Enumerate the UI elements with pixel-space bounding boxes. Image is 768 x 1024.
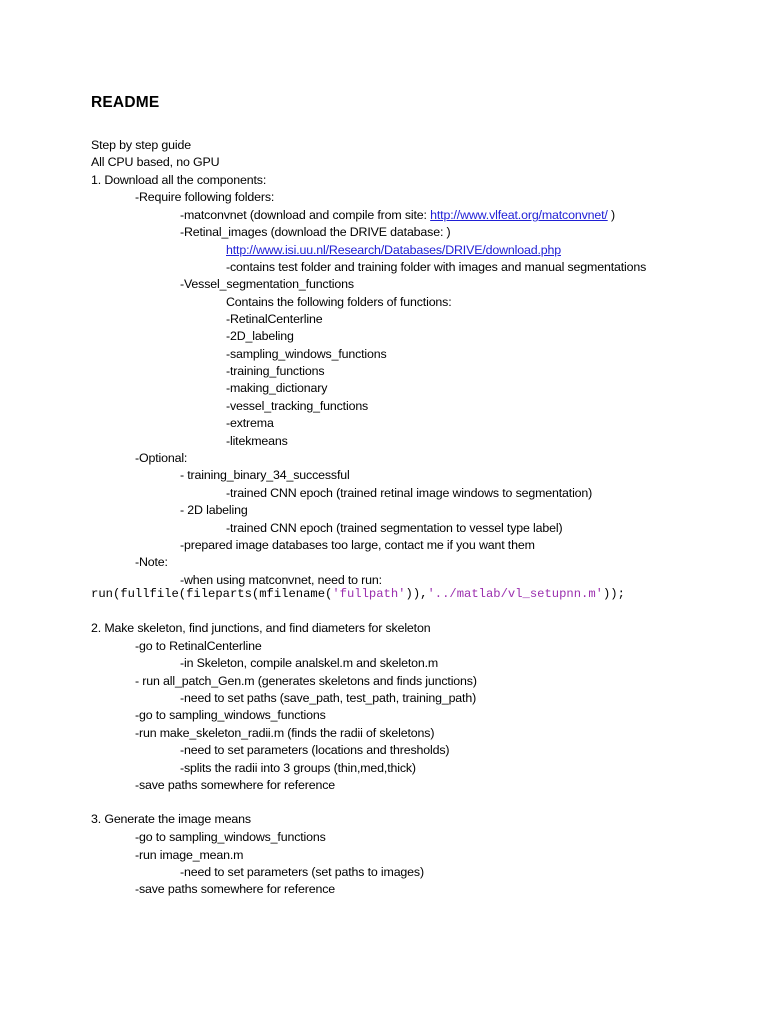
- step-line: -in Skeleton, compile analskel.m and skeleton.m: [180, 656, 439, 670]
- step-line: -run make_skeleton_radii.m (finds the radii of skeletons): [135, 726, 435, 740]
- matconvnet-line: [180, 207, 615, 223]
- code-part: )),: [405, 587, 428, 601]
- intro-line: All CPU based, no GPU: [91, 155, 220, 169]
- vessel-segmentation-line: -Vessel_segmentation_functions: [180, 277, 354, 291]
- note-text: -when using matconvnet, need to run:: [180, 573, 382, 587]
- step-line: -need to set paths (save_path, test_path, training_path): [180, 691, 477, 705]
- step-line: -save paths somewhere for reference: [135, 882, 335, 896]
- step-line: -go to sampling_windows_functions: [135, 830, 326, 844]
- step-line: -go to RetinalCenterline: [135, 639, 262, 653]
- code-part: run(fullfile(fileparts(mfilename(: [91, 587, 333, 601]
- folder-item: -litekmeans: [226, 434, 288, 448]
- matlab-code-line: [91, 587, 625, 601]
- step-line: -need to set parameters (locations and thresholds): [180, 743, 450, 757]
- optional-item: -prepared image databases too large, contact me if you want them: [180, 538, 535, 552]
- folder-item: -making_dictionary: [226, 381, 328, 395]
- step-line: -save paths somewhere for reference: [135, 778, 335, 792]
- retinal-images-line: -Retinal_images (download the DRIVE database: ): [180, 225, 451, 239]
- retinal-images-note: -contains test folder and training folder with images and manual segmentations: [226, 260, 647, 274]
- step-line: -splits the radii into 3 groups (thin,med,thick): [180, 761, 416, 775]
- intro-line: Step by step guide: [91, 138, 191, 152]
- folder-item: -extrema: [226, 416, 274, 430]
- step-line: - run all_patch_Gen.m (generates skeletons and finds junctions): [135, 674, 477, 688]
- document-title: README: [91, 94, 160, 111]
- optional-item: - 2D labeling: [180, 503, 248, 517]
- section-2-heading: 2. Make skeleton, find junctions, and find diameters for skeleton: [91, 621, 431, 635]
- matconvnet-text: -matconvnet (download and compile from site:: [180, 208, 431, 222]
- optional-item: - training_binary_34_successful: [180, 468, 350, 482]
- section-1-heading: 1. Download all the components:: [91, 173, 267, 187]
- folder-item: -2D_labeling: [226, 329, 294, 343]
- vessel-segmentation-note: Contains the following folders of functions:: [226, 295, 452, 309]
- optional-heading: -Optional:: [135, 451, 188, 465]
- folder-item: -RetinalCenterline: [226, 312, 323, 326]
- folder-item: -vessel_tracking_functions: [226, 399, 369, 413]
- optional-note: -trained CNN epoch (trained segmentation to vessel type label): [226, 521, 563, 535]
- note-heading: -Note:: [135, 555, 168, 569]
- drive-database-link[interactable]: http://www.isi.uu.nl/Research/Databases/DRIVE/download.php: [226, 243, 561, 257]
- folder-item: -sampling_windows_functions: [226, 347, 387, 361]
- require-line: -Require following folders:: [135, 190, 275, 204]
- step-line: -go to sampling_windows_functions: [135, 708, 326, 722]
- code-string: '../matlab/vl_setupnn.m': [427, 587, 603, 601]
- matconvnet-link[interactable]: http://www.vlfeat.org/matconvnet/: [430, 208, 608, 222]
- code-string: 'fullpath': [332, 587, 406, 601]
- step-line: -run image_mean.m: [135, 848, 244, 862]
- section-3-heading: 3. Generate the image means: [91, 812, 251, 826]
- optional-note: -trained CNN epoch (trained retinal image windows to segmentation): [226, 486, 593, 500]
- matconvnet-tail: ): [607, 208, 615, 222]
- code-part: ));: [602, 587, 625, 601]
- step-line: -need to set parameters (set paths to images): [180, 865, 424, 879]
- folder-item: -training_functions: [226, 364, 325, 378]
